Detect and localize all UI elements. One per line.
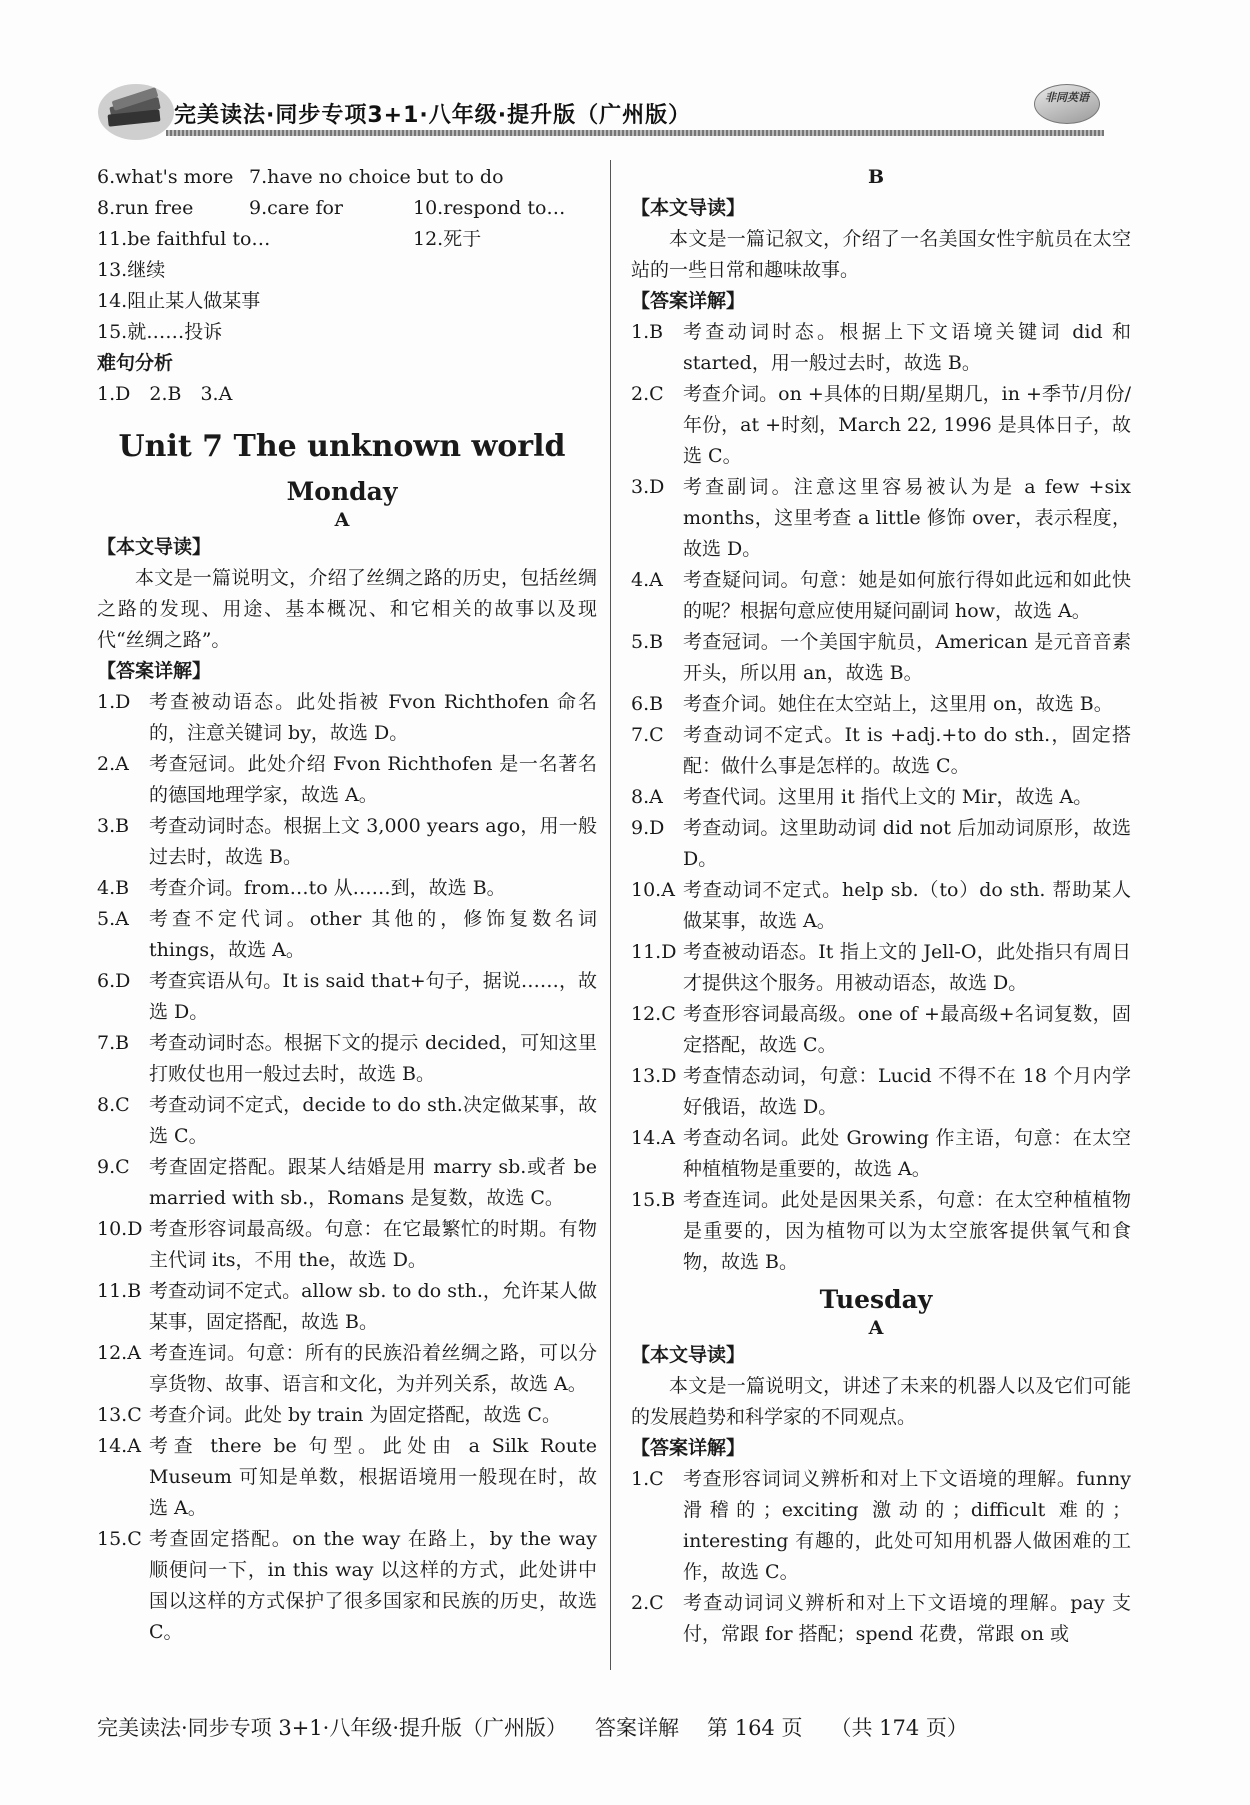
answer-item (97, 1276, 597, 1338)
answer-explanation: 考查介词。on +具体的日期/星期几，in +季节/月份/年份，at +时刻，March 22, 1996 是具体日子，故选 C。 (683, 383, 1131, 467)
answer-number: 2.C (631, 1592, 664, 1614)
answer-explanation: 考查代词。这里用 it 指代上文的 Mir，故选 A。 (683, 786, 1093, 808)
answer-number: 14.A (631, 1127, 675, 1149)
footer-page-number: 第 164 页 (707, 1716, 803, 1740)
guide-text: 本文是一篇记叙文，介绍了一名美国女性宇航员在太空站的一些日常和趣味故事。 (631, 228, 1131, 281)
vocab-row (97, 193, 597, 224)
answer-explanation: 考查介词。她住在太空站上，这里用 on，故选 B。 (683, 693, 1113, 715)
answer-item (631, 472, 1131, 565)
answer-number: 9.C (97, 1156, 130, 1178)
left-column (97, 162, 597, 1648)
guide-heading: 【本文导读】 (631, 1344, 746, 1366)
answer-number: 9.D (631, 817, 665, 839)
answer-item (97, 1400, 597, 1431)
answer-number: 10.A (631, 879, 675, 901)
right-column (631, 162, 1131, 1650)
footer-section: 答案详解 (595, 1716, 680, 1740)
vocab-row (97, 162, 597, 193)
answers-heading: 【答案详解】 (631, 290, 746, 312)
answer-number: 11.D (631, 941, 677, 963)
book-stack-icon (96, 72, 176, 142)
answer-item (631, 1061, 1131, 1123)
answer-item (97, 1028, 597, 1090)
answer-item (97, 966, 597, 1028)
answer-number: 2.C (631, 383, 664, 405)
answer-item (97, 1524, 597, 1648)
answer-item (97, 811, 597, 873)
answer-item (631, 1123, 1131, 1185)
answer-item (631, 999, 1131, 1061)
answer-list (97, 687, 597, 1648)
header-title: 完美读法·同步专项3+1·八年级·提升版（广州版） (174, 103, 692, 128)
answer-item (97, 1431, 597, 1524)
answer-item (631, 565, 1131, 627)
answer-number: 14.A (97, 1435, 141, 1457)
vocab-line: 14.阻止某人做某事 (97, 290, 261, 312)
answer-number: 12.C (631, 1003, 676, 1025)
answer-item (631, 317, 1131, 379)
answer-item (631, 1588, 1131, 1650)
vocab-item: 12.死于 (413, 228, 482, 250)
answer-explanation: 考查动词时态。根据下文的提示 decided，可知这里打败仗也用一般过去时，故选 B。 (149, 1032, 597, 1085)
answer-item (631, 1464, 1131, 1588)
vocab-item: 10.respond to… (413, 197, 566, 219)
answer-number: 5.A (97, 908, 129, 930)
guide-heading: 【本文导读】 (97, 536, 212, 558)
difficult-sentence-heading: 难句分析 (97, 352, 174, 374)
answer-item (631, 720, 1131, 782)
answer-number: 4.B (97, 877, 130, 899)
answer-explanation: 考查固定搭配。on the way 在路上，by the way 顺便问一下，in this way 以这样的方式，此处讲中国以这样的方式保护了很多国家和民族的历史，故选 C。 (149, 1528, 597, 1643)
answer-item (97, 1090, 597, 1152)
vocab-line: 13.继续 (97, 259, 166, 281)
answers-heading: 【答案详解】 (97, 660, 212, 682)
answer-number: 12.A (97, 1342, 141, 1364)
section-heading: A (868, 1317, 884, 1339)
answer-explanation: 考查形容词词义辨析和对上下文语境的理解。funny 滑稽的；exciting 激动的；difficult 难的；interesting 有趣的，此处可知用机器人做困难的工作，故选 C。 (683, 1468, 1131, 1583)
answer-number: 3.D (631, 476, 665, 498)
unit-title: Unit 7 The unknown world (118, 429, 566, 464)
answer-number: 8.A (631, 786, 663, 808)
section-heading: B (867, 166, 885, 188)
answer-explanation: 考查连词。句意：所有的民族沿着丝绸之路，可以分享货物、故事、语言和文化，为并列关系，故选 A。 (149, 1342, 597, 1395)
answer-explanation: 考查形容词最高级。one of +最高级+名词复数，固定搭配，故选 C。 (683, 1003, 1131, 1056)
answer-number: 10.D (97, 1218, 143, 1240)
answer-number: 6.B (631, 693, 664, 715)
guide-text: 本文是一篇说明文，介绍了丝绸之路的历史，包括丝绸之路的发现、用途、基本概况、和它相关的故事以及现代“丝绸之路”。 (97, 567, 597, 651)
answer-explanation: 考查形容词最高级。句意：在它最繁忙的时期。有物主代词 its，不用 the，故选 D。 (149, 1218, 597, 1271)
answer-explanation: 考查 there be 句型。此处由 a Silk Route Museum 可知是单数，根据语境用一般现在时，故选 A。 (149, 1435, 597, 1519)
vocab-item: 6.what's more (97, 166, 234, 188)
answer-number: 15.C (97, 1528, 142, 1550)
day-heading: Monday (286, 477, 398, 506)
answer-number: 1.B (631, 321, 664, 343)
answer-item (631, 813, 1131, 875)
answer-number: 4.A (631, 569, 663, 591)
answer-list (631, 317, 1131, 1278)
answer-number: 13.C (97, 1404, 142, 1426)
answer-explanation: 考查动词不定式，decide to do sth.决定做某事，故选 C。 (149, 1094, 597, 1147)
answer-item (631, 875, 1131, 937)
answer-explanation: 考查宾语从句。It is said that+句子，据说……，故选 D。 (149, 970, 597, 1023)
answer-explanation: 考查动词。这里助动词 did not 后加动词原形，故选 D。 (683, 817, 1131, 870)
answer-explanation: 考查副词。注意这里容易被认为是 a few +six months，这里考查 a little 修饰 over，表示程度，故选 D。 (683, 476, 1131, 560)
answer-number: 11.B (97, 1280, 142, 1302)
answer-item (97, 904, 597, 966)
answer-item (631, 782, 1131, 813)
page-footer (97, 1712, 1137, 1742)
answers-heading: 【答案详解】 (631, 1437, 746, 1459)
answer-number: 3.B (97, 815, 130, 837)
vocab-item: 9.care for (249, 197, 344, 219)
answer-item (97, 687, 597, 749)
answer-list (631, 1464, 1131, 1650)
answer-explanation: 考查介词。此处 by train 为固定搭配，故选 C。 (149, 1404, 561, 1426)
difficult-answers: 1.D 2.B 3.A (97, 383, 233, 405)
answer-explanation: 考查冠词。此处介绍 Fvon Richthofen 是一名著名的德国地理学家，故选 A。 (149, 753, 597, 806)
answer-number: 2.A (97, 753, 129, 775)
day-heading: Tuesday (819, 1285, 933, 1314)
answer-item (631, 627, 1131, 689)
answer-item (97, 749, 597, 811)
answer-explanation: 考查动词时态。根据上下文语境关键词 did 和 started，用一般过去时，故选 B。 (683, 321, 1131, 374)
answer-item (631, 689, 1131, 720)
answer-item (97, 1338, 597, 1400)
answer-explanation: 考查被动语态。It 指上文的 Jell-O，此处指只有周日才提供这个服务。用被动语态，故选 D。 (683, 941, 1131, 994)
answer-explanation: 考查介词。from…to 从……到，故选 B。 (149, 877, 506, 899)
answer-item (631, 1185, 1131, 1278)
answer-explanation: 考查不定代词。other 其他的，修饰复数名词 things，故选 A。 (149, 908, 597, 961)
column-divider (610, 160, 611, 1670)
answer-number: 15.B (631, 1189, 676, 1211)
answer-explanation: 考查动词时态。根据上文 3,000 years ago，用一般过去时，故选 B。 (149, 815, 597, 868)
answer-item (97, 1214, 597, 1276)
answer-explanation: 考查疑问词。句意：她是如何旅行得如此远和如此快的呢？根据句意应使用疑问副词 how，故选 A。 (683, 569, 1131, 622)
header-badge: 非同英语 (1034, 84, 1100, 124)
answer-explanation: 考查情态动词，句意：Lucid 不得不在 18 个月内学好俄语，故选 D。 (683, 1065, 1131, 1118)
answer-explanation: 考查动词不定式。It is +adj.+to do sth.，固定搭配：做什么事是怎样的。故选 C。 (683, 724, 1131, 777)
guide-text: 本文是一篇说明文，讲述了未来的机器人以及它们可能的发展趋势和科学家的不同观点。 (631, 1375, 1131, 1428)
answer-explanation: 考查连词。此处是因果关系，句意：在太空种植植物是重要的，因为植物可以为太空旅客提供氧气和食物，故选 B。 (683, 1189, 1131, 1273)
answer-item (631, 379, 1131, 472)
answer-item (97, 873, 597, 904)
answer-number: 7.C (631, 724, 664, 746)
answer-explanation: 考查动词不定式。help sb.（to）do sth. 帮助某人做某事，故选 A。 (683, 879, 1131, 932)
answer-number: 6.D (97, 970, 131, 992)
vocab-item: 8.run free (97, 197, 194, 219)
footer-total-pages: （共 174 页） (830, 1716, 968, 1740)
vocab-item: 11.be faithful to… (97, 228, 271, 250)
answer-explanation: 考查动名词。此处 Growing 作主语，句意：在太空种植植物是重要的，故选 A。 (683, 1127, 1131, 1180)
answer-explanation: 考查固定搭配。跟某人结婚是用 marry sb.或者 be married with sb.，Romans 是复数，故选 C。 (149, 1156, 597, 1209)
answer-explanation: 考查冠词。一个美国宇航员，American 是元音音素开头，所以用 an，故选 B。 (683, 631, 1131, 684)
answer-number: 7.B (97, 1032, 130, 1054)
answer-item (97, 1152, 597, 1214)
answer-explanation: 考查被动语态。此处指被 Fvon Richthofen 命名的，注意关键词 by，故选 D。 (149, 691, 597, 744)
answer-number: 8.C (97, 1094, 130, 1116)
answer-number: 13.D (631, 1065, 677, 1087)
vocab-line: 15.就……投诉 (97, 321, 223, 343)
answer-number: 5.B (631, 631, 664, 653)
vocab-row (97, 224, 597, 255)
answer-number: 1.C (631, 1468, 664, 1490)
answer-item (631, 937, 1131, 999)
vocab-item: 7.have no choice but to do (249, 166, 504, 188)
guide-heading: 【本文导读】 (631, 197, 746, 219)
answer-explanation: 考查动词词义辨析和对上下文语境的理解。pay 支付，常跟 for 搭配；spend 花费，常跟 on 或 (683, 1592, 1131, 1645)
answer-explanation: 考查动词不定式。allow sb. to do sth.，允许某人做某事，固定搭配，故选 B。 (149, 1280, 597, 1333)
header-rule (166, 130, 1104, 136)
page-header (96, 72, 1130, 150)
footer-book-title: 完美读法·同步专项 3+1·八年级·提升版（广州版） (97, 1716, 568, 1740)
answer-number: 1.D (97, 691, 131, 713)
section-heading: A (334, 509, 350, 531)
